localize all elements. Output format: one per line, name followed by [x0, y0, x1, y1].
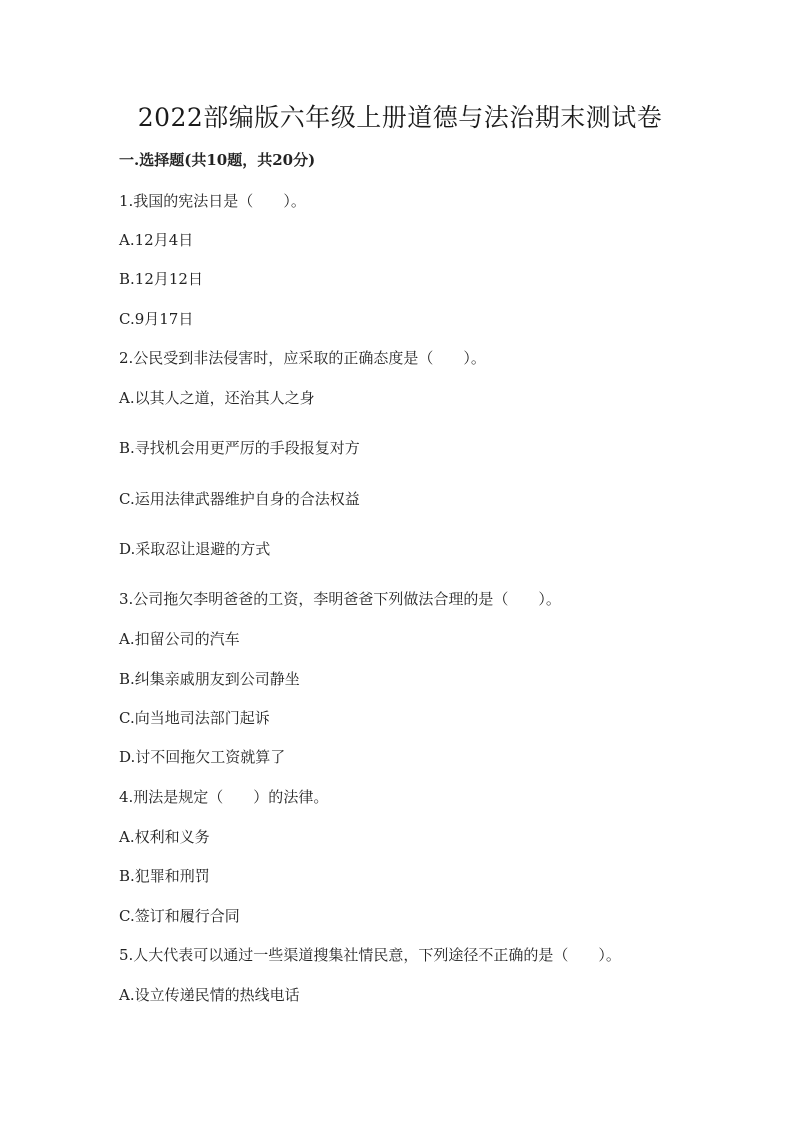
question-3-option-c: C.向当地司法部门起诉 — [119, 709, 270, 727]
question-3-option-b: B.纠集亲戚朋友到公司静坐 — [119, 670, 300, 688]
question-5-option-a: A.设立传递民情的热线电话 — [119, 986, 300, 1004]
question-4-stem: 4.刑法是规定（ ）的法律。 — [119, 788, 329, 806]
question-2-stem: 2.公民受到非法侵害时，应采取的正确态度是（ ）。 — [119, 349, 486, 367]
question-1-option-c: C.9月17日 — [119, 310, 194, 328]
question-4-option-a: A.权利和义务 — [119, 828, 210, 846]
question-2-option-d: D.采取忍让退避的方式 — [119, 540, 271, 558]
question-1-option-a: A.12月4日 — [119, 231, 194, 249]
question-4-option-b: B.犯罪和刑罚 — [119, 867, 210, 885]
question-2-option-b: B.寻找机会用更严厉的手段报复对方 — [119, 439, 360, 457]
question-5-stem: 5.人大代表可以通过一些渠道搜集社情民意，下列途径不正确的是（ ）。 — [119, 946, 621, 964]
section-heading: 一.选择题(共10题，共20分) — [119, 151, 316, 169]
question-2-option-a: A.以其人之道，还治其人之身 — [119, 389, 315, 407]
page-title: 2022部编版六年级上册道德与法治期末测试卷 — [137, 103, 663, 132]
question-1-stem: 1.我国的宪法日是（ ）。 — [119, 192, 306, 210]
question-4-option-c: C.签订和履行合同 — [119, 907, 240, 925]
question-2-option-c: C.运用法律武器维护自身的合法权益 — [119, 490, 360, 508]
question-3-option-a: A.扣留公司的汽车 — [119, 630, 240, 648]
question-1-option-b: B.12月12日 — [119, 270, 203, 288]
question-3-stem: 3.公司拖欠李明爸爸的工资，李明爸爸下列做法合理的是（ ）。 — [119, 590, 561, 608]
question-3-option-d: D.讨不回拖欠工资就算了 — [119, 748, 286, 766]
